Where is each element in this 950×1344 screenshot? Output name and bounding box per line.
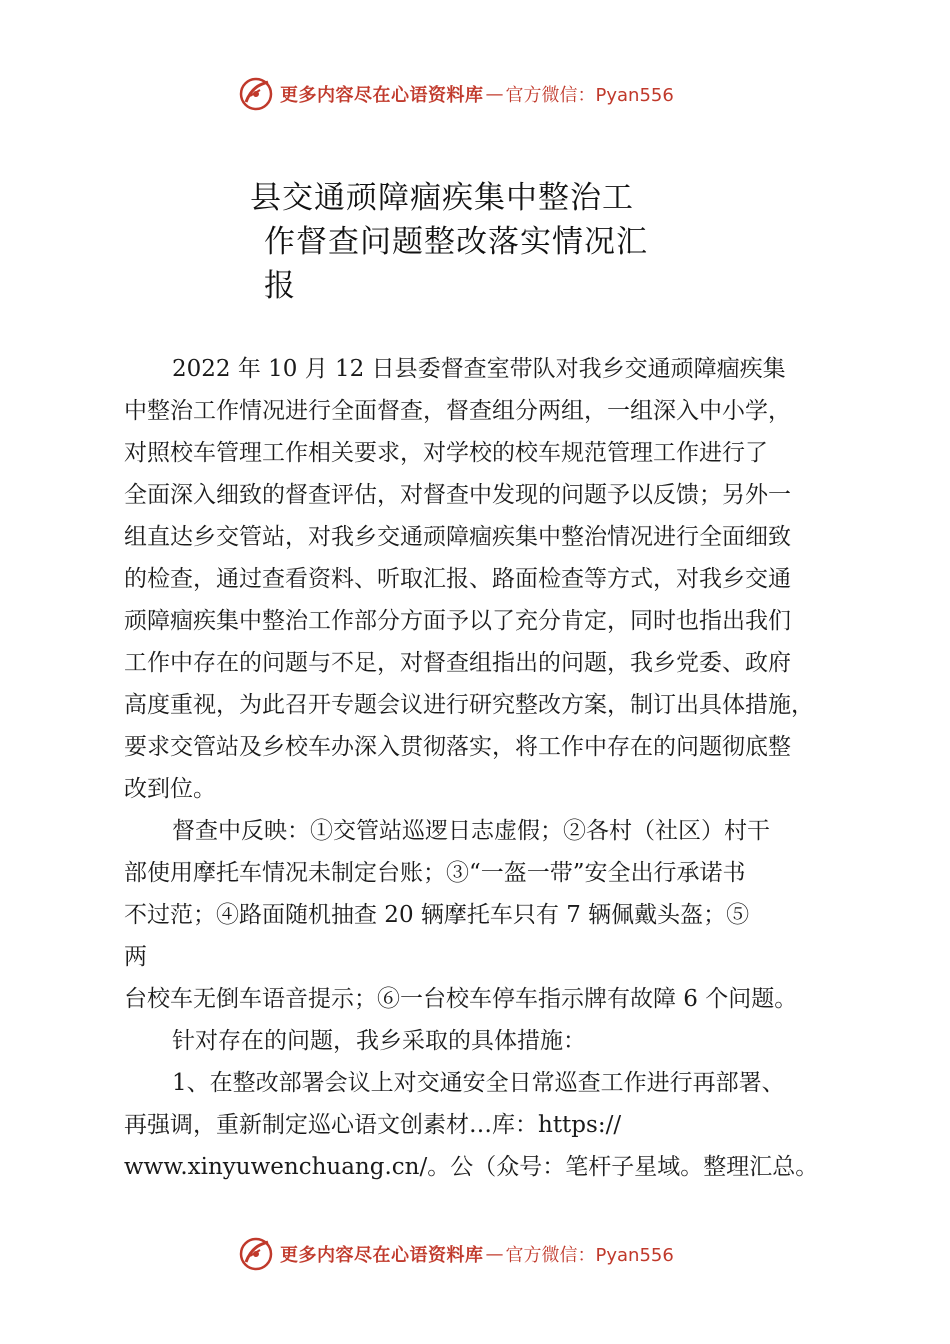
body-line: 不过范；④路面随机抽查 20 辆摩托车只有 7 辆佩戴头盔；⑤ bbox=[124, 902, 750, 928]
footer-banner bbox=[238, 1234, 738, 1274]
body-line: 台校车无倒车语音提示；⑥一台校车停车指示牌有故障 6 个问题。 bbox=[124, 986, 798, 1012]
body-line: 针对存在的问题，我乡采取的具体措施： bbox=[172, 1028, 586, 1054]
body-line: 工作中存在的问题与不足，对督查组指出的问题，我乡党委、政府 bbox=[124, 650, 791, 676]
body-line: 两 bbox=[124, 944, 147, 970]
document-body bbox=[124, 348, 844, 1188]
body-line: 改到位。 bbox=[124, 776, 216, 802]
body-line: 再强调，重新制定巡心语文创素材…库：https:// bbox=[124, 1112, 622, 1138]
body-line: 督查中反映：①交管站巡逻日志虚假；②各村（社区）村干 bbox=[172, 818, 770, 844]
body-line: 对照校车管理工作相关要求，对学校的校车规范管理工作进行了 bbox=[124, 440, 768, 466]
body-line: 中整治工作情况进行全面督查，督查组分两组，一组深入中小学， bbox=[124, 398, 791, 424]
body-line: 要求交管站及乡校车办深入贯彻落实，将工作中存在的问题彻底整 bbox=[124, 734, 791, 760]
banner-wechat: 官方微信：Pyan556 bbox=[505, 85, 674, 106]
logo-icon bbox=[238, 1236, 274, 1272]
banner-separator: — bbox=[485, 83, 504, 105]
body-line: 1、在整改部署会议上对交通安全日常巡查工作进行再部署、 bbox=[172, 1070, 785, 1096]
body-line: 全面深入细致的督查评估，对督查中发现的问题予以反馈；另外一 bbox=[124, 482, 791, 508]
body-line: 的检查，通过查看资料、听取汇报、路面检查等方式，对我乡交通 bbox=[124, 566, 791, 592]
body-line: www.xinyuwenchuang.cn/。公（众号：笔杆子星域。整理汇总。 bbox=[124, 1154, 819, 1180]
document-title bbox=[250, 176, 710, 308]
header-banner bbox=[238, 74, 738, 114]
banner-text: 更多内容尽在心语资料库 bbox=[280, 85, 484, 106]
body-line: 顽障痼疾集中整治工作部分方面予以了充分肯定，同时也指出我们 bbox=[124, 608, 791, 634]
logo-icon bbox=[238, 76, 274, 112]
title-line: 县交通顽障痼疾集中整治工 bbox=[250, 180, 634, 216]
title-line: 报 bbox=[264, 268, 296, 304]
banner-text: 更多内容尽在心语资料库 bbox=[280, 1245, 484, 1266]
body-line: 高度重视，为此召开专题会议进行研究整改方案，制订出具体措施， bbox=[124, 692, 814, 718]
body-line: 部使用摩托车情况未制定台账；③“一盔一带”安全出行承诺书 bbox=[124, 860, 746, 886]
body-line: 2022 年 10 月 12 日县委督查室带队对我乡交通顽障痼疾集 bbox=[172, 356, 786, 382]
banner-wechat: 官方微信：Pyan556 bbox=[505, 1245, 674, 1266]
body-line: 组直达乡交管站，对我乡交通顽障痼疾集中整治情况进行全面细致 bbox=[124, 524, 791, 550]
banner-separator: — bbox=[485, 1243, 504, 1265]
title-line: 作督查问题整改落实情况汇 bbox=[264, 224, 648, 260]
